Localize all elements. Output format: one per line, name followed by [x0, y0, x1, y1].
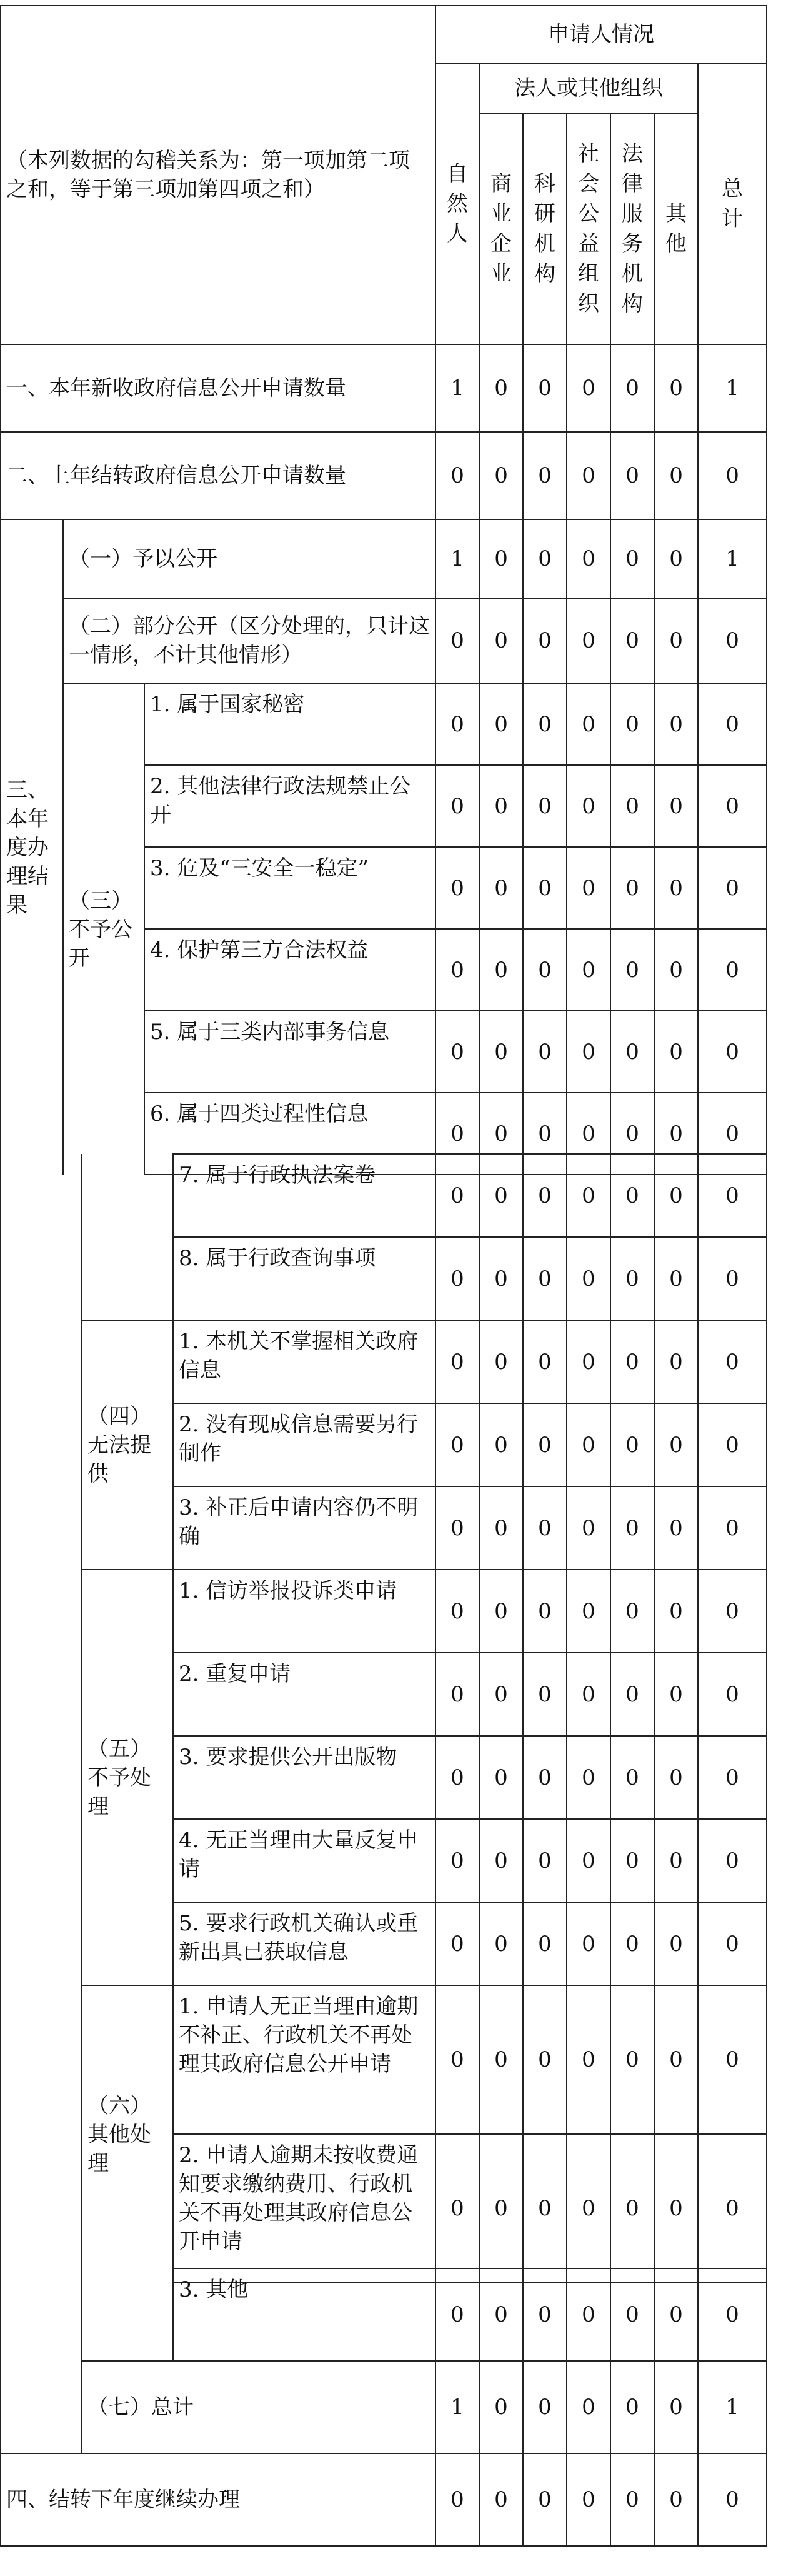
cell-value: 0	[479, 1570, 523, 1653]
cell-value: 0	[523, 519, 567, 598]
cell-value: 0	[610, 344, 654, 432]
cell-value: 0	[698, 765, 767, 847]
cell-value: 0	[610, 1985, 654, 2134]
cell-value: 0	[567, 2134, 610, 2283]
row-label: 3. 危及“三安全一稳定”	[144, 847, 435, 929]
cell-value: 0	[698, 1985, 767, 2134]
cell-value: 0	[523, 344, 567, 432]
social-welfare-header: 社会公益组织	[567, 113, 610, 344]
other-header: 其他	[654, 113, 698, 344]
row-label: 1. 信访举报投诉类申请	[173, 1570, 435, 1653]
cell-value: 0	[523, 1237, 567, 1320]
cell-value: 0	[610, 1320, 654, 1403]
table-row	[1, 2268, 767, 2361]
cell-value: 0	[567, 1093, 610, 1175]
cell-value: 0	[610, 1902, 654, 1985]
cell-value: 0	[654, 432, 698, 519]
cell-value: 0	[654, 1985, 698, 2134]
cell-value: 0	[610, 2361, 654, 2453]
cell-value: 0	[435, 1320, 479, 1403]
report-table-part-3	[0, 2268, 767, 2547]
table-row	[1, 1985, 767, 2134]
cell-value: 0	[610, 2134, 654, 2283]
table-row	[1, 1154, 767, 1237]
header-note: （本列数据的勾稽关系为：第一项加第二项之和，等于第三项加第四项之和）	[6, 148, 410, 202]
cell-value: 0	[523, 1093, 567, 1175]
cell-value: 0	[479, 1093, 523, 1175]
cell-value: 0	[567, 2268, 610, 2361]
cell-value: 0	[435, 1570, 479, 1653]
cell-value: 0	[523, 1819, 567, 1902]
natural-person-header: 自然人	[435, 63, 479, 344]
cell-value: 0	[698, 2134, 767, 2283]
cell-value: 0	[610, 2453, 654, 2546]
cell-value: 0	[610, 683, 654, 765]
cell-value: 0	[523, 1486, 567, 1570]
cell-value: 0	[435, 1902, 479, 1985]
row-label: 2. 其他法律行政法规禁止公开	[144, 765, 435, 847]
cell-value: 0	[698, 432, 767, 519]
row-label: 2. 申请人逾期未按收费通知要求缴纳费用、行政机关不再处理其政府信息公开申请	[173, 2134, 435, 2283]
cell-value: 0	[567, 1403, 610, 1486]
cell-value: 0	[654, 598, 698, 683]
cell-value: 0	[654, 1570, 698, 1653]
continued-not-public-cell	[82, 1154, 173, 1320]
legal-person-group-header: 法人或其他组织	[479, 63, 698, 113]
cell-value: 0	[698, 1653, 767, 1736]
cell-value: 0	[435, 1486, 479, 1570]
row-label: 1. 本机关不掌握相关政府信息	[173, 1320, 435, 1403]
cell-value: 1	[698, 2361, 767, 2453]
cell-value: 0	[523, 432, 567, 519]
cell-value: 0	[567, 765, 610, 847]
cell-value: 0	[567, 1011, 610, 1093]
cell-value: 0	[435, 598, 479, 683]
cell-value: 0	[479, 432, 523, 519]
cell-value: 0	[479, 765, 523, 847]
cell-value: 0	[479, 1902, 523, 1985]
cell-value: 0	[567, 1736, 610, 1819]
table-row	[1, 683, 767, 765]
cell-value: 0	[567, 2453, 610, 2546]
cell-value: 0	[698, 1736, 767, 1819]
cell-value: 0	[479, 2134, 523, 2283]
legal-service-header: 法律服务机构	[610, 113, 654, 344]
cell-value: 0	[654, 1320, 698, 1403]
cell-value: 0	[610, 1237, 654, 1320]
cell-value: 0	[654, 1486, 698, 1570]
cell-value: 0	[654, 929, 698, 1011]
row-label: （一）予以公开	[63, 519, 435, 598]
cell-value: 0	[654, 1653, 698, 1736]
cell-value: 0	[567, 519, 610, 598]
cell-value: 0	[654, 1237, 698, 1320]
table-row	[1, 2361, 767, 2453]
cell-value: 0	[698, 1320, 767, 1403]
report-table-part-2	[0, 1153, 767, 2283]
row-label: 8. 属于行政查询事项	[173, 1237, 435, 1320]
cell-value: 0	[479, 598, 523, 683]
cell-value: 0	[610, 432, 654, 519]
row-label: 4. 保护第三方合法权益	[144, 929, 435, 1011]
cell-value: 0	[654, 1736, 698, 1819]
cell-value: 0	[610, 1736, 654, 1819]
row-label: 四、结转下年度继续办理	[1, 2453, 435, 2546]
cell-value: 0	[479, 2268, 523, 2361]
cell-value: 0	[435, 847, 479, 929]
cell-value: 0	[479, 1985, 523, 2134]
row-label: 1. 属于国家秘密	[144, 683, 435, 765]
report-table-part-1	[0, 5, 767, 1175]
cell-value: 0	[698, 847, 767, 929]
cell-value: 0	[479, 1819, 523, 1902]
table-row	[1, 1320, 767, 1403]
cell-value: 0	[435, 765, 479, 847]
cell-value: 0	[523, 1653, 567, 1736]
cannot-provide-label: （四）无法提供	[82, 1320, 173, 1570]
cell-value: 0	[567, 1154, 610, 1237]
cell-value: 0	[654, 344, 698, 432]
cell-value: 0	[479, 1736, 523, 1819]
row-label: 一、本年新收政府信息公开申请数量	[1, 344, 435, 432]
cell-value: 0	[435, 1237, 479, 1320]
cell-value: 0	[654, 1011, 698, 1093]
cell-value: 0	[654, 683, 698, 765]
row-label: 二、上年结转政府信息公开申请数量	[1, 432, 435, 519]
cell-value: 0	[698, 2268, 767, 2361]
cell-value: 0	[523, 847, 567, 929]
cell-value: 0	[610, 1570, 654, 1653]
cell-value: 0	[567, 683, 610, 765]
cell-value: 0	[654, 2268, 698, 2361]
cell-value: 0	[698, 1570, 767, 1653]
not-processed-label: （五）不予处理	[82, 1570, 173, 1985]
cell-value: 0	[479, 1154, 523, 1237]
cell-value: 0	[523, 1902, 567, 1985]
cell-value: 0	[479, 1486, 523, 1570]
table-row	[1, 1570, 767, 1653]
cell-value: 0	[567, 847, 610, 929]
cell-value: 0	[435, 1736, 479, 1819]
cell-value: 0	[435, 432, 479, 519]
cell-value: 0	[435, 1093, 479, 1175]
cell-value: 0	[654, 2134, 698, 2283]
row-label: 2. 没有现成信息需要另行制作	[173, 1403, 435, 1486]
row-label: 3. 补正后申请内容仍不明确	[173, 1486, 435, 1570]
cell-value: 0	[654, 2361, 698, 2453]
not-public-label: （三）不予公开	[63, 683, 144, 1175]
cell-value: 0	[567, 1653, 610, 1736]
cell-value: 0	[610, 519, 654, 598]
cell-value: 0	[610, 1154, 654, 1237]
cell-value: 0	[654, 847, 698, 929]
cell-value: 0	[610, 765, 654, 847]
cell-value: 0	[610, 2268, 654, 2361]
row-label: （七）总计	[82, 2361, 435, 2453]
cell-value: 0	[479, 344, 523, 432]
this-year-label: 三、本年度办理结果	[1, 519, 63, 1175]
table-row	[1, 598, 767, 683]
cell-value: 0	[567, 1320, 610, 1403]
row-label: 5. 属于三类内部事务信息	[144, 1011, 435, 1093]
header-note-cell	[1, 6, 435, 344]
cell-value: 0	[567, 1570, 610, 1653]
cell-value: 0	[479, 683, 523, 765]
cell-value: 0	[435, 1011, 479, 1093]
cell-value: 0	[523, 929, 567, 1011]
cell-value: 0	[610, 1486, 654, 1570]
cell-value: 0	[654, 1902, 698, 1985]
applicant-status-header: 申请人情况	[435, 6, 767, 63]
cell-value: 0	[610, 1819, 654, 1902]
cell-value: 0	[610, 1403, 654, 1486]
cell-value: 0	[698, 1819, 767, 1902]
cell-value: 0	[567, 344, 610, 432]
cell-value: 0	[435, 2453, 479, 2546]
cell-value: 0	[523, 2134, 567, 2283]
cell-value: 0	[523, 1570, 567, 1653]
cell-value: 0	[523, 2268, 567, 2361]
cell-value: 0	[610, 598, 654, 683]
cell-value: 0	[654, 765, 698, 847]
cell-value: 0	[698, 598, 767, 683]
cell-value: 0	[479, 1653, 523, 1736]
cell-value: 0	[523, 683, 567, 765]
row-label: 1. 申请人无正当理由逾期不补正、行政机关不再处理其政府信息公开申请	[173, 1985, 435, 2134]
cell-value: 0	[654, 1093, 698, 1175]
cell-value: 0	[567, 1237, 610, 1320]
other-handling-label: （六）其他处理	[82, 1985, 173, 2283]
row-label: 4. 无正当理由大量反复申请	[173, 1819, 435, 1902]
row-label: 2. 重复申请	[173, 1653, 435, 1736]
cell-value: 0	[698, 1237, 767, 1320]
cell-value: 0	[479, 1237, 523, 1320]
cell-value: 0	[523, 1011, 567, 1093]
cell-value: 0	[435, 2134, 479, 2283]
cell-value: 0	[435, 929, 479, 1011]
cell-value: 0	[610, 1653, 654, 1736]
cell-value: 0	[698, 1486, 767, 1570]
cell-value: 0	[698, 1902, 767, 1985]
cell-value: 0	[479, 1320, 523, 1403]
cell-value: 0	[567, 432, 610, 519]
cell-value: 0	[698, 1154, 767, 1237]
cell-value: 0	[523, 1154, 567, 1237]
cell-value: 0	[523, 2361, 567, 2453]
cell-value: 0	[567, 1819, 610, 1902]
cell-value: 1	[435, 344, 479, 432]
cell-value: 0	[654, 1403, 698, 1486]
cell-value: 0	[479, 929, 523, 1011]
table-row	[1, 344, 767, 432]
row-label: （二）部分公开（区分处理的，只计这一情形，不计其他情形）	[63, 598, 435, 683]
cell-value: 0	[479, 2361, 523, 2453]
cell-value: 0	[523, 1736, 567, 1819]
row-label: 6. 属于四类过程性信息	[144, 1093, 435, 1175]
total-header: 总计	[698, 63, 767, 344]
cell-value: 0	[479, 519, 523, 598]
cell-value: 0	[610, 847, 654, 929]
cell-value: 0	[523, 1985, 567, 2134]
cell-value: 0	[479, 2453, 523, 2546]
continued-left-cell	[1, 2268, 82, 2453]
table-row	[1, 519, 767, 598]
cell-value: 0	[698, 1011, 767, 1093]
cell-value: 0	[435, 1985, 479, 2134]
cell-value: 0	[610, 1093, 654, 1175]
cell-value: 0	[567, 1902, 610, 1985]
cell-value: 0	[654, 1154, 698, 1237]
research-header: 科研机构	[523, 113, 567, 344]
cell-value: 1	[435, 519, 479, 598]
cell-value: 1	[698, 344, 767, 432]
cell-value: 0	[698, 929, 767, 1011]
cell-value: 0	[567, 2361, 610, 2453]
cell-value: 0	[698, 1093, 767, 1175]
cell-value: 0	[698, 2453, 767, 2546]
cell-value: 0	[479, 847, 523, 929]
cell-value: 0	[435, 1403, 479, 1486]
cell-value: 0	[698, 1403, 767, 1486]
cell-value: 0	[567, 929, 610, 1011]
cell-value: 0	[435, 1154, 479, 1237]
cell-value: 0	[567, 598, 610, 683]
cell-value: 0	[654, 519, 698, 598]
row-label: 7. 属于行政执法案卷	[173, 1154, 435, 1237]
cell-value: 0	[610, 1011, 654, 1093]
cell-value: 0	[523, 1403, 567, 1486]
cell-value: 0	[567, 1486, 610, 1570]
cell-value: 0	[523, 1320, 567, 1403]
cell-value: 0	[523, 2453, 567, 2546]
cell-value: 1	[698, 519, 767, 598]
cell-value: 0	[435, 683, 479, 765]
cell-value: 0	[435, 2268, 479, 2361]
table-row	[1, 432, 767, 519]
cell-value: 0	[654, 1819, 698, 1902]
continued-left-cell	[1, 1154, 82, 2283]
cell-value: 0	[435, 1653, 479, 1736]
cell-value: 0	[523, 598, 567, 683]
cell-value: 0	[610, 929, 654, 1011]
commercial-header: 商业企业	[479, 113, 523, 344]
cell-value: 1	[435, 2361, 479, 2453]
cell-value: 0	[435, 1819, 479, 1902]
row-label: 3. 要求提供公开出版物	[173, 1736, 435, 1819]
cell-value: 0	[698, 683, 767, 765]
cell-value: 0	[567, 1985, 610, 2134]
table-row	[1, 2453, 767, 2546]
continued-other-handling-cell	[82, 2268, 173, 2361]
cell-value: 0	[479, 1011, 523, 1093]
cell-value: 0	[479, 1403, 523, 1486]
row-label: 5. 要求行政机关确认或重新出具已获取信息	[173, 1902, 435, 1985]
cell-value: 0	[523, 765, 567, 847]
cell-value: 0	[654, 2453, 698, 2546]
row-label: 3. 其他	[173, 2268, 435, 2361]
